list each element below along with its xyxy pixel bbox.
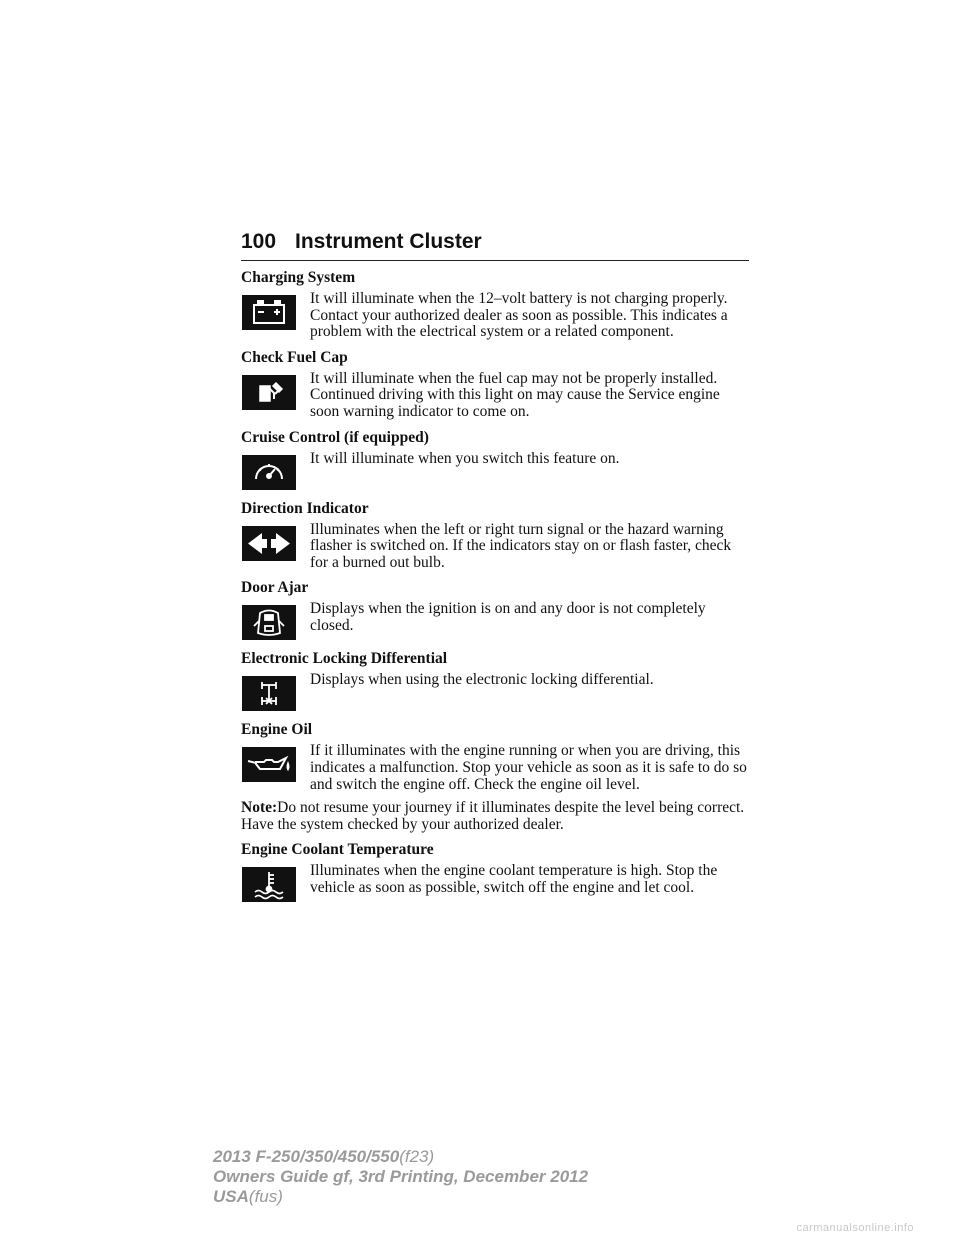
section-text: It will illuminate when the fuel cap may not be properly installed. Continued driving with this light on may cause the Service engine soon warning indicator to come on. — [310, 370, 720, 420]
section-engine-oil — [241, 720, 749, 793]
watermark: carmanualsonline.info — [796, 1222, 914, 1234]
footer-edition: Owners Guide gf, 3rd Printing, December 2012 — [213, 1167, 589, 1186]
section-text: It will illuminate when you switch this feature on. — [310, 450, 620, 467]
section-engine-coolant-temperature — [241, 840, 749, 904]
section-title: Check Fuel Cap — [241, 348, 348, 366]
section-title: Electronic Locking Differential — [241, 650, 448, 668]
section-text: Illuminates when the engine coolant temperature is high. Stop the vehicle as soon as possible, switch off the engine and let cool. — [310, 863, 718, 896]
section-text: Displays when the ignition is on and any door is not completely closed. — [310, 601, 706, 634]
section-title: Charging System — [241, 269, 356, 286]
section-direction-indicator — [241, 499, 749, 572]
note-paragraph — [241, 800, 749, 833]
fuel-cap-icon — [242, 375, 296, 410]
battery-icon — [242, 295, 296, 330]
footer-model-code: (f23) — [399, 1147, 435, 1166]
section-title: Cruise Control (if equipped) — [241, 428, 429, 446]
note-label: Note: — [241, 799, 278, 817]
page-header — [241, 230, 749, 261]
direction-arrows-icon — [242, 526, 296, 561]
page-content — [241, 268, 749, 911]
page-number: 100 — [241, 230, 277, 253]
footer-market-code: (fus) — [248, 1187, 283, 1206]
section-door-ajar — [241, 578, 749, 642]
section-text: If it illuminates with the engine running or when you are driving, this indicates a malfunction. Stop your vehicle as soon as it is safe to do so and switch the engine off. Check the engine oil level. — [310, 743, 747, 793]
cruise-control-icon — [242, 455, 296, 490]
section-text: Displays when using the electronic locking differential. — [310, 672, 654, 689]
door-ajar-icon — [242, 605, 296, 640]
note-text: Do not resume your journey if it illuminates despite the level being correct. Have the system checked by your authorized dealer. — [241, 799, 745, 833]
section-cruise-control — [241, 428, 749, 492]
section-title: Door Ajar — [241, 579, 309, 597]
section-electronic-locking-differential — [241, 649, 749, 713]
section-title: Direction Indicator — [241, 499, 369, 517]
document-footer — [213, 1147, 588, 1207]
section-charging-system — [241, 268, 749, 341]
chapter-title: Instrument Cluster — [295, 230, 482, 253]
section-title: Engine Coolant Temperature — [241, 841, 434, 859]
section-text: Illuminates when the left or right turn signal or the hazard warning flasher is switched on. If the indicators stay on or flash faster, check for a burned out bulb. — [310, 521, 732, 571]
coolant-temperature-icon — [242, 867, 296, 902]
section-title: Engine Oil — [241, 721, 313, 739]
oil-can-icon — [242, 747, 296, 782]
locking-differential-icon — [242, 676, 296, 711]
footer-model: 2013 F-250/350/450/550 — [213, 1147, 400, 1166]
section-text: It will illuminate when the 12–volt battery is not charging properly. Contact your authorized dealer as soon as possible. This indicates a problem with the electrical system or a related component. — [310, 291, 728, 341]
footer-market: USA — [213, 1187, 249, 1206]
section-check-fuel-cap — [241, 348, 749, 421]
